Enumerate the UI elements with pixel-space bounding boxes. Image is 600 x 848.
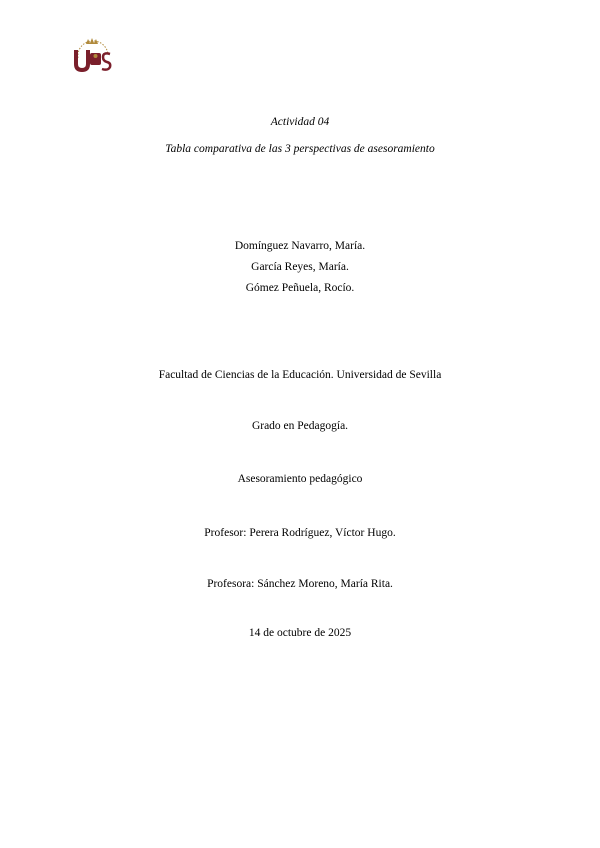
author-1: Domínguez Navarro, María. [234, 240, 366, 252]
activity-title: Actividad 04 [270, 116, 330, 128]
document-date: 14 de octubre de 2025 [248, 627, 352, 639]
university-seal-logo [70, 36, 114, 74]
author-3: Gómez Peñuela, Rocío. [245, 282, 355, 294]
professor-name: Profesor: Perera Rodríguez, Víctor Hugo. [204, 527, 396, 539]
author-2: García Reyes, María. [251, 261, 349, 273]
document-subtitle: Tabla comparativa de las 3 perspectivas de asesoramiento [165, 143, 435, 155]
degree-name: Grado en Pedagogía. [251, 420, 349, 432]
professor-2-name: Profesora: Sánchez Moreno, María Rita. [207, 578, 393, 590]
course-name: Asesoramiento pedagógico [237, 473, 363, 485]
institution-name: Facultad de Ciencias de la Educación. Universidad de Sevilla [158, 369, 442, 381]
